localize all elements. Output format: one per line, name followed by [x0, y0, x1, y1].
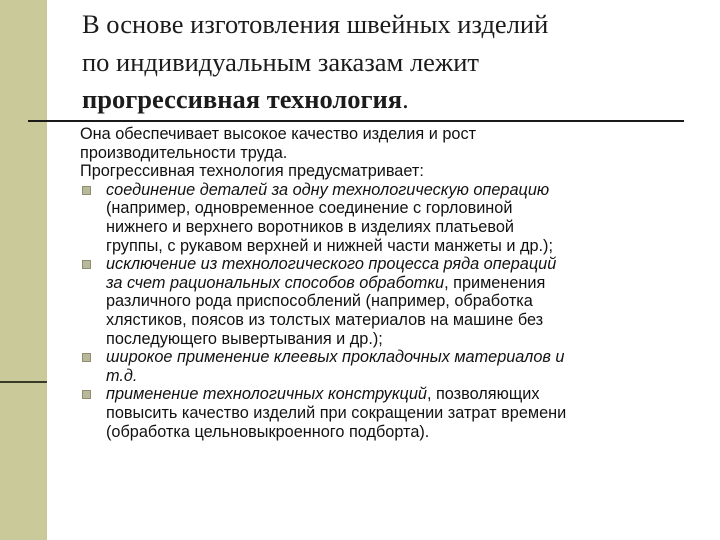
text-line — [106, 367, 700, 386]
regular-text: , применения — [444, 273, 546, 292]
title-underline-rule — [28, 120, 684, 122]
text-line: нижнего и верхнего воротников в изделиях платьевой — [106, 217, 514, 236]
text-line: Она обеспечивает высокое качество изделия и рост — [80, 125, 477, 143]
text-line: (например, одновременное соединение с горловиной — [106, 199, 513, 218]
italic-text: применение технологичных конструкций — [106, 385, 427, 404]
title-line-1: В основе изготовления швейных изделий — [82, 9, 549, 39]
list-item — [80, 255, 700, 348]
regular-text: , позволяющих — [426, 385, 540, 404]
square-bullet-icon — [82, 186, 91, 195]
title-emphasis: прогрессивная технология — [82, 84, 403, 114]
text-line — [106, 385, 700, 404]
text-line: группы, с рукавом верхней и нижней части манжеты и др.); — [106, 236, 553, 255]
square-bullet-icon — [82, 260, 91, 269]
square-bullet-icon — [82, 390, 91, 399]
text-line — [106, 181, 700, 200]
text-line: (обработка цельновыкроенного подборта). — [106, 422, 430, 441]
italic-text: т.д. — [106, 366, 138, 385]
text-line: повысить качество изделий при сокращении затрат времени — [106, 403, 567, 422]
intro-paragraph — [80, 125, 700, 162]
text-line — [106, 255, 700, 274]
text-line: различного рода приспособлений (например, обработка — [106, 292, 533, 311]
slide-title — [82, 6, 702, 119]
title-period: . — [402, 84, 409, 114]
list-item — [80, 181, 700, 255]
list-item — [80, 385, 700, 441]
italic-text: исключение из технологического процесса ряда операций — [106, 255, 557, 274]
italic-text: соединение деталей за одну технологическую операцию — [106, 180, 550, 199]
sidebar-divider — [0, 381, 47, 383]
text-line: производительности труда. — [80, 143, 288, 162]
text-line: последующего вывертывания и др.); — [106, 329, 383, 348]
title-line-2: по индивидуальным заказам лежит — [82, 46, 479, 77]
text-line — [106, 274, 700, 293]
text-line: Прогрессивная технология предусматривает: — [80, 162, 424, 181]
title-line-3 — [82, 81, 702, 119]
italic-text: за счет рациональных способов обработки — [106, 273, 445, 292]
list-item — [80, 348, 700, 385]
slide-body — [80, 125, 700, 441]
square-bullet-icon — [82, 353, 91, 362]
list-intro-paragraph — [80, 162, 700, 181]
left-decorative-bar — [0, 0, 47, 540]
text-line — [106, 348, 700, 367]
italic-text: широкое применение клеевых прокладочных материалов и — [106, 348, 565, 367]
text-line: хлястиков, поясов из толстых материалов на машине без — [106, 310, 544, 329]
